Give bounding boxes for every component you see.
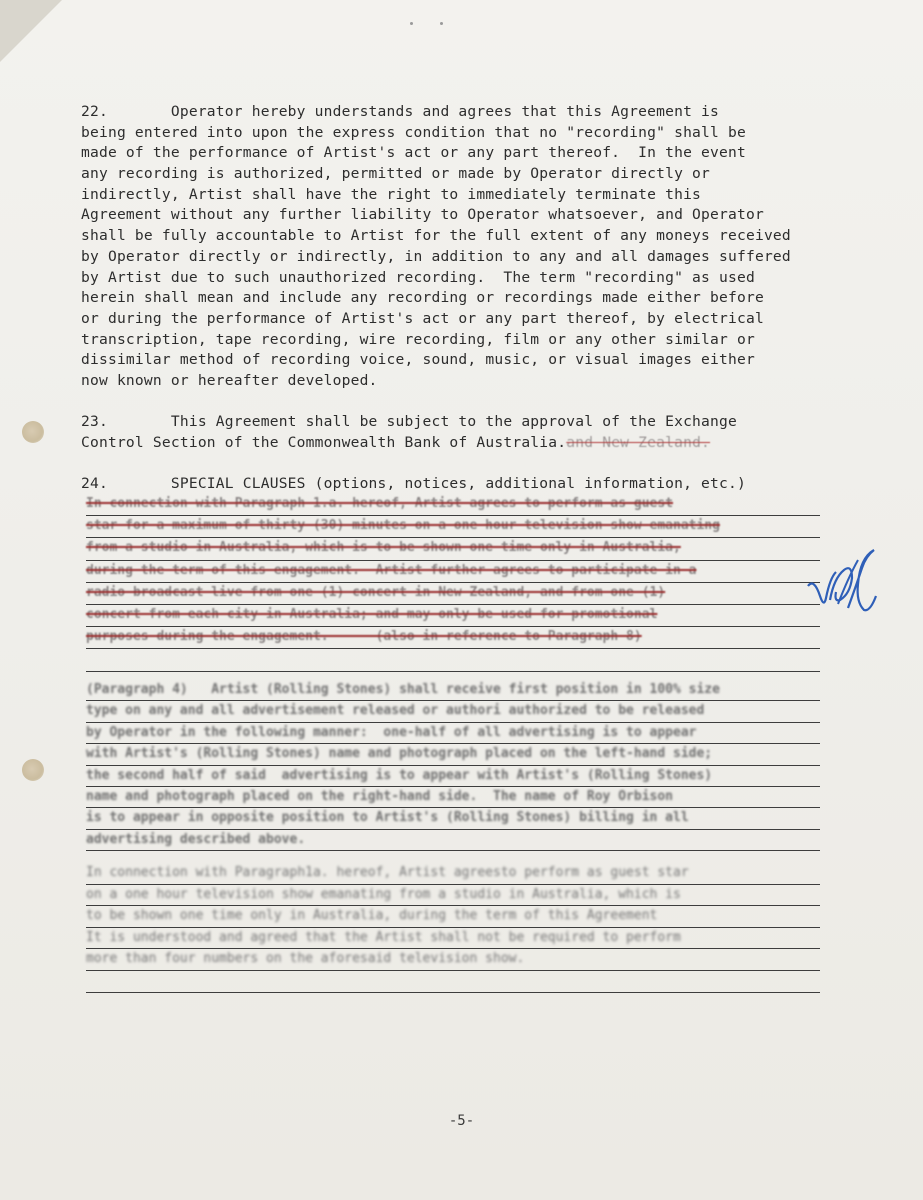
ruled-line-text: radio broadcast live from one (1) concert in New Zealand, and from one (1) (86, 584, 666, 600)
ruled-line (86, 723, 820, 744)
clause-22-line: by Artist due to such unauthorized recording. The term "recording" as used (81, 268, 755, 286)
ruled-line-text: (Paragraph 4) Artist (Rolling Stones) shall receive first position in 100% size (86, 682, 720, 697)
ruled-line (86, 680, 820, 701)
ruled-line-text: by Operator in the following manner: one-half of all advertising is to appear (86, 724, 697, 740)
ruled-line (86, 516, 820, 538)
ruled-line (86, 787, 820, 808)
punch-hole (22, 759, 44, 781)
ruled-line-text: on a one hour television show emanating from a studio in Australia, which is (86, 886, 681, 902)
ruled-line (86, 627, 820, 649)
clause-22-line: or during the performance of Artist's act or any part thereof, by electrical (81, 309, 764, 327)
ruled-line (86, 906, 820, 928)
ruled-line (86, 928, 820, 950)
staple-mark (440, 22, 443, 25)
ruled-line (86, 538, 820, 560)
staple-mark (410, 22, 413, 25)
clause-22-line: transcription, tape recording, wire recording, film or any other similar or (81, 330, 755, 348)
ruled-line (86, 583, 820, 605)
ruled-line (86, 605, 820, 627)
clause-22-line: Agreement without any further liability to Operator whatsoever, and Operator (81, 206, 764, 224)
page-number: -5- (448, 1113, 475, 1129)
clause-22 (81, 102, 791, 392)
ruled-line (86, 744, 820, 765)
ruled-line (86, 885, 820, 907)
folded-corner (0, 0, 62, 62)
clause-24-heading (81, 474, 781, 495)
handwritten-initials (800, 538, 880, 628)
ruled-line (86, 701, 820, 722)
struck-text: and New Zealand. (566, 433, 711, 451)
ruled-line (86, 766, 820, 787)
ruled-line-text: It is understood and agreed that the Artist shall not be required to perform (86, 929, 681, 945)
ruled-line-text: from a studio in Australia, which is to be shown one time only in Australia, (86, 540, 681, 556)
special-clause-tv-block (86, 863, 820, 993)
ruled-line (86, 808, 820, 829)
clause-22-line: being entered into upon the express condition that no "recording" shall be (81, 123, 746, 141)
special-clauses-heading: 24. SPECIAL CLAUSES (options, notices, additional information, etc.) (81, 475, 746, 492)
clause-23-line: 23. This Agreement shall be subject to the approval of the Exchange (81, 413, 737, 430)
ruled-line-text: type on any and all advertisement released or authori authorized to be released (86, 703, 705, 719)
special-clause-billing-block (86, 680, 820, 851)
clause-22-line: 22. Operator hereby understands and agrees that this Agreement is (81, 103, 720, 120)
ruled-line-text: more than four numbers on the aforesaid television show. (86, 951, 525, 967)
ruled-line (86, 649, 820, 671)
clause-23 (81, 412, 781, 453)
ruled-line-text: is to appear in opposite position to Artist's (Rolling Stones) billing in all (86, 810, 689, 826)
punch-hole (22, 421, 44, 443)
ruled-line-text: advertising described above. (86, 831, 306, 847)
ruled-line (86, 830, 820, 851)
ruled-line (86, 949, 820, 971)
ruled-line-text: In connection with Paragraph1a. hereof, Artist agreesto perform as guest star (86, 865, 689, 880)
clause-22-line: made of the performance of Artist's act or any part thereof. In the event (81, 144, 746, 162)
clause-22-line: now known or hereafter developed. (81, 371, 378, 389)
ruled-line-text: to be shown one time only in Australia, during the term of this Agreement (86, 908, 658, 924)
ruled-line (86, 971, 820, 993)
ruled-line (86, 561, 820, 583)
ruled-line-text: concert from each city in Australia; and may only be used for promotional (86, 606, 658, 622)
ruled-line-text: during the term of this engagement. Artist further agrees to participate in a (86, 562, 697, 578)
ruled-line (86, 494, 820, 516)
ruled-line (86, 863, 820, 885)
clause-22-line: by Operator directly or indirectly, in addition to any and all damages suffered (81, 247, 791, 265)
clause-22-line: herein shall mean and include any recording or recordings made either before (81, 289, 764, 307)
clause-22-line: shall be fully accountable to Artist for the full extent of any moneys received (81, 227, 791, 245)
clause-23-line: Control Section of the Commonwealth Bank of Australia. (81, 433, 567, 451)
ruled-line-text: the second half of said advertising is to appear with Artist's (Rolling Stones) (86, 767, 713, 783)
ruled-line-text: star for a maximum of thirty (30) minutes on a one-hour television show emanating (86, 518, 720, 534)
ruled-line-text: purposes during the engagement. (also in reference to Paragraph 8) (86, 629, 642, 645)
ruled-line-text: with Artist's (Rolling Stones) name and photograph placed on the left-hand side; (86, 746, 713, 762)
special-clause-struck-block (86, 494, 820, 672)
ruled-line-text: In connection with Paragraph 1.a. hereof, Artist agrees to perform as guest (86, 496, 673, 511)
ruled-line-text: name and photograph placed on the right-hand side. The name of Roy Orbison (86, 788, 673, 804)
clause-22-line: any recording is authorized, permitted or made by Operator directly or (81, 165, 711, 183)
clause-22-line: dissimilar method of recording voice, sound, music, or visual images either (81, 351, 755, 369)
clause-22-line: indirectly, Artist shall have the right to immediately terminate this (81, 185, 702, 203)
